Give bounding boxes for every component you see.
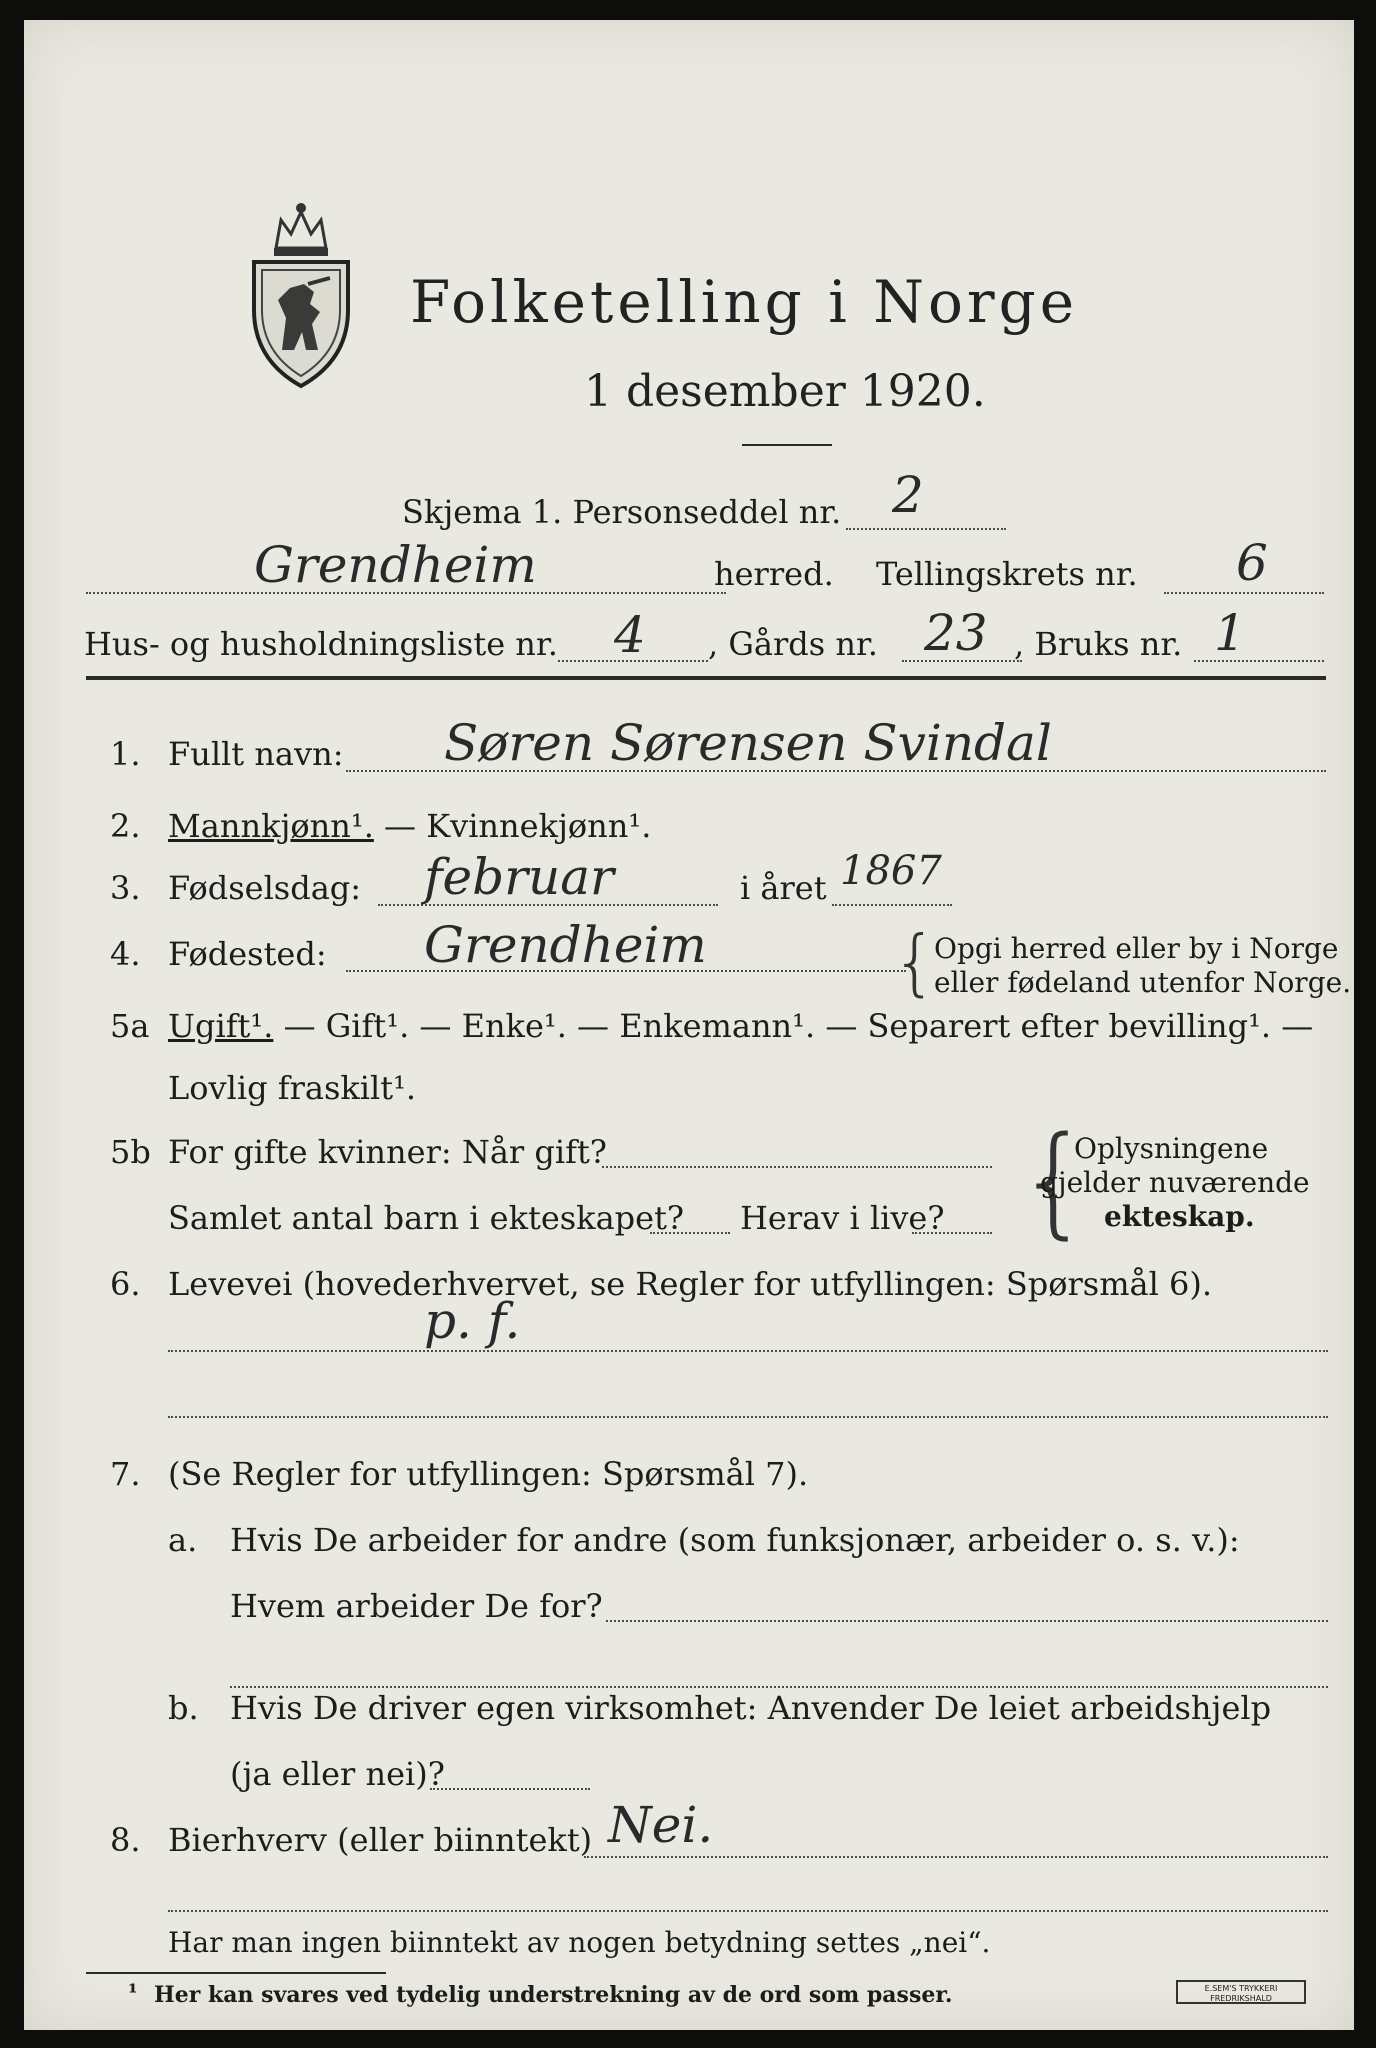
q6-line1 (168, 1350, 1328, 1352)
herred-label: herred. (714, 555, 834, 593)
q3-year-line (832, 904, 952, 906)
q6-label: Levevei (hovederhvervet, se Regler for utfyllingen: Spørsmål 6). (168, 1265, 1213, 1303)
q7b-line (430, 1788, 590, 1790)
q3-label: Fødselsdag: (168, 869, 362, 907)
q4-label: Fødested: (168, 935, 327, 973)
herred-value[interactable]: Grendheim (254, 536, 537, 594)
tellingskrets-number[interactable]: 6 (1236, 534, 1268, 592)
census-date: 1 desember 1920. (584, 366, 986, 417)
birth-place-value[interactable]: Grendheim (424, 916, 707, 974)
q7a-employer-line1 (606, 1620, 1328, 1622)
gards-number[interactable]: 23 (924, 604, 988, 662)
q1-label: Fullt navn: (168, 735, 344, 773)
form-title: Folketelling i Norge (410, 268, 1079, 336)
norwegian-coat-of-arms-icon (246, 200, 356, 390)
header-separator (86, 676, 1326, 680)
footnote-separator (86, 1972, 386, 1974)
q4-note-line1: Opgi herred eller by i Norge (934, 932, 1339, 965)
q2-male-option[interactable]: Mannkjønn¹. (168, 807, 374, 845)
q7a-line2: Hvem arbeider De for? (230, 1587, 603, 1625)
q6-number: 6. (110, 1265, 141, 1303)
tellingskrets-label: Tellingskrets nr. (876, 555, 1138, 593)
printer-mark: E.SEM'S TRYKKERI FREDRIKSHALD (1176, 1980, 1306, 2004)
q5b-alive-line (912, 1232, 992, 1234)
q5b-note-line1: Oplysningene (1074, 1132, 1269, 1165)
footnote-mark: ¹ (128, 1980, 138, 2006)
q4-note-line2: eller fødeland utenfor Norge. (934, 966, 1352, 999)
q5b-alive-label: Herav i live? (740, 1199, 945, 1237)
q5a-number: 5a (110, 1007, 150, 1045)
q7b-line1: Hvis De driver egen virksomhet: Anvender De leiet arbeidshjelp (230, 1689, 1272, 1727)
full-name-value[interactable]: Søren Sørensen Svindal (444, 714, 1052, 772)
q2-separator: — (373, 807, 427, 845)
personseddel-number[interactable]: 2 (892, 466, 924, 524)
q5b-married-line (602, 1166, 992, 1168)
gards-label: , Gårds nr. (708, 625, 878, 663)
tellingskrets-line (1164, 592, 1324, 594)
q7-label: (Se Regler for utfyllingen: Spørsmål 7). (168, 1455, 809, 1493)
bruks-label: , Bruks nr. (1014, 625, 1183, 663)
q5b-note-line2: gjelder nuværende (1040, 1166, 1310, 1199)
q2-options (168, 806, 651, 846)
q6-line2 (168, 1416, 1328, 1418)
title-divider (742, 444, 832, 446)
q5a-fraskilt-option[interactable]: Lovlig fraskilt¹. (168, 1069, 417, 1107)
personseddel-line (846, 528, 1006, 530)
q5b-line1-label: For gifte kvinner: Når gift? (168, 1133, 607, 1171)
secondary-income-value[interactable]: Nei. (608, 1796, 714, 1854)
q7b-line2: (ja eller nei)? (230, 1755, 445, 1793)
q7a-letter: a. (168, 1521, 198, 1559)
q1-number: 1. (110, 735, 141, 773)
q8-line2 (168, 1910, 1328, 1912)
skjema-label: Skjema 1. Personseddel nr. (402, 493, 842, 531)
census-form-page (24, 20, 1354, 2030)
husliste-number[interactable]: 4 (614, 606, 646, 664)
q4-number: 4. (110, 935, 141, 973)
q5b-brace: { (1016, 1112, 1093, 1251)
q5b-note-line3: ekteskap. (1104, 1200, 1255, 1233)
bruks-number[interactable]: 1 (1214, 604, 1246, 662)
q3-number: 3. (110, 869, 141, 907)
q8-number: 8. (110, 1821, 141, 1859)
q5a-ugift-option[interactable]: Ugift¹. (168, 1007, 274, 1045)
q8-label: Bierhverv (eller biinntekt) (168, 1821, 593, 1859)
q2-number: 2. (110, 807, 141, 845)
husliste-label: Hus- og husholdningsliste nr. (84, 625, 558, 663)
q5b-number: 5b (110, 1133, 151, 1171)
q8-line1 (584, 1856, 1328, 1858)
q7b-letter: b. (168, 1689, 199, 1727)
q4-brace: { (892, 920, 938, 1004)
no-income-note: Har man ingen biinntekt av nogen betydning settes „nei“. (168, 1926, 991, 1959)
birth-day-value[interactable]: februar (424, 848, 614, 906)
q7-number: 7. (110, 1455, 141, 1493)
footnote-text: Her kan svares ved tydelig understrekning av de ord som passer. (154, 1982, 953, 2008)
q7a-line1: Hvis De arbeider for andre (som funksjonær, arbeider o. s. v.): (230, 1521, 1240, 1559)
birth-year-value[interactable]: 1867 (840, 848, 942, 894)
q3-year-label: i året (740, 869, 827, 907)
occupation-value[interactable]: p. f. (424, 1292, 521, 1350)
q5b-children-line (650, 1232, 730, 1234)
q2-female-option[interactable]: Kvinnekjønn¹. (426, 807, 652, 845)
q5b-children-label: Samlet antal barn i ekteskapet? (168, 1199, 685, 1237)
q5a-other-options: — Gift¹. — Enke¹. — Enkemann¹. — Separert efter bevilling¹. — (273, 1007, 1314, 1045)
q5a-options (168, 1006, 1313, 1046)
